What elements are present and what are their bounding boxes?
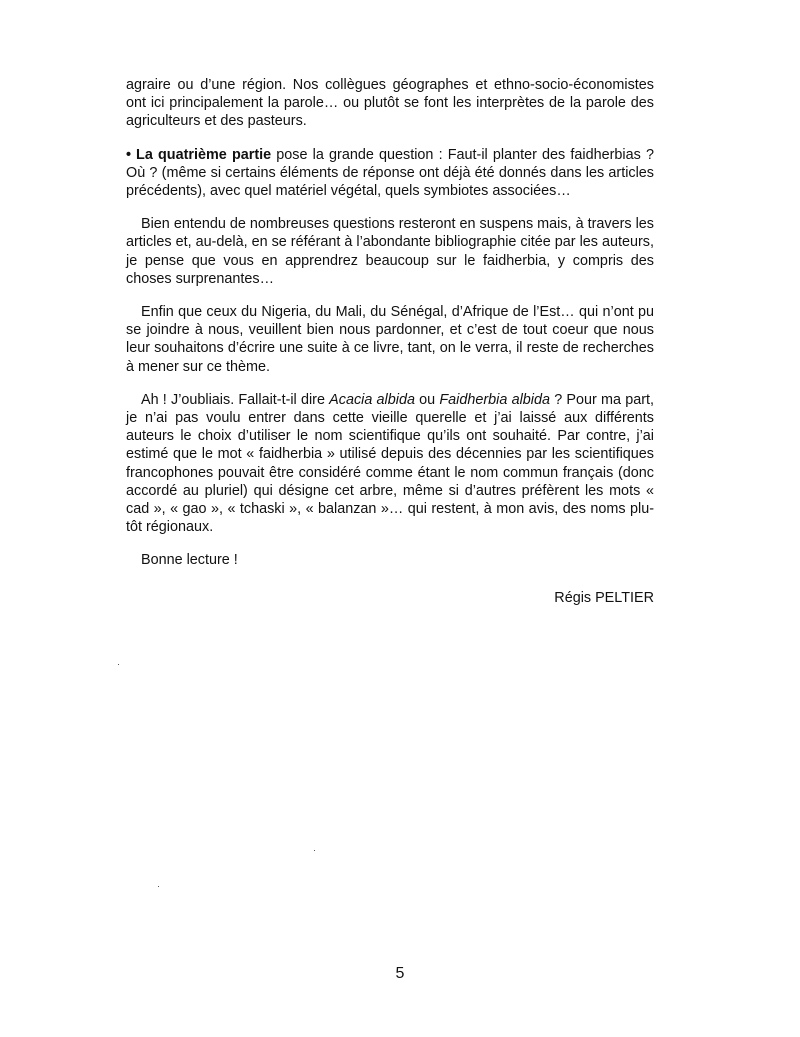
names-text-post: ? Pour ma part, je n’ai pas voulu entrer dans cette vieille querelle et j’ai laissé aux différents auteurs le choix d’utiliser le nom scientifique qu’ils ont souhaité. Par contre, j’ai estimé que le mot « faidherbia » utilisé depuis des décennies par les scientifiques francophones pouvait être considéré comme étant le nom commun français (donc accordé au pluriel) qui désigne cet arbre, même si d’autres préfèrent les mots « cad », « gao », « tchaski », « balanzan »… qui restent, à mon avis, des noms plu-tôt régionaux. [126, 391, 654, 536]
paragraph-fourth-part [126, 146, 654, 201]
signature: Régis PELTIER [554, 589, 654, 606]
paragraph-names [126, 391, 654, 537]
page-body [126, 76, 654, 607]
paragraph-questions: Bien entendu de nombreuses questions resteront en suspens mais, à travers les articles et, au-delà, en se référant à l’abondante bibliographie citée par les auteurs, je pense que vous en apprendrez beaucoup sur le faidherbia, y compris des choses surprenantes… [126, 216, 654, 287]
scan-speck [314, 850, 315, 851]
acacia-albida-term: Acacia albida [329, 391, 415, 408]
names-text-mid: ou [414, 391, 440, 408]
bullet-icon: • [126, 146, 132, 163]
scan-speck [158, 886, 159, 887]
names-text-pre: Ah ! J’oubliais. Fallait-t-il dire [141, 391, 330, 408]
scan-speck [118, 664, 119, 665]
faidherbia-albida-term: Faidherbia albida [439, 391, 550, 408]
paragraph-intro: agraire ou d’une région. Nos collègues géographes et ethno-socio-économistes ont ici principalement la parole… ou plutôt se font les interprètes de la parole des agriculteurs et des pasteurs. [126, 77, 654, 130]
closing-line: Bonne lecture ! [141, 552, 238, 569]
page-number: 5 [395, 965, 405, 982]
paragraph-nigeria: Enfin que ceux du Nigeria, du Mali, du Sénégal, d’Afrique de l’Est… qui n’ont pu se joindre à nous, veuillent bien nous pardonner, et c’est de tout coeur que nous leur souhaitons d’écrire une suite à ce livre, tant, on le verra, il reste de recherches à mener sur ce thème. [126, 304, 654, 375]
fourth-part-text: pose la grande question : Faut-il planter des faidherbias ? Où ? (même si certains éléments de réponse ont déjà été donnés dans les articles précédents), avec quel matériel végétal, quels symbiotes associées… [126, 146, 654, 200]
fourth-part-heading: La quatrième partie [136, 146, 272, 163]
